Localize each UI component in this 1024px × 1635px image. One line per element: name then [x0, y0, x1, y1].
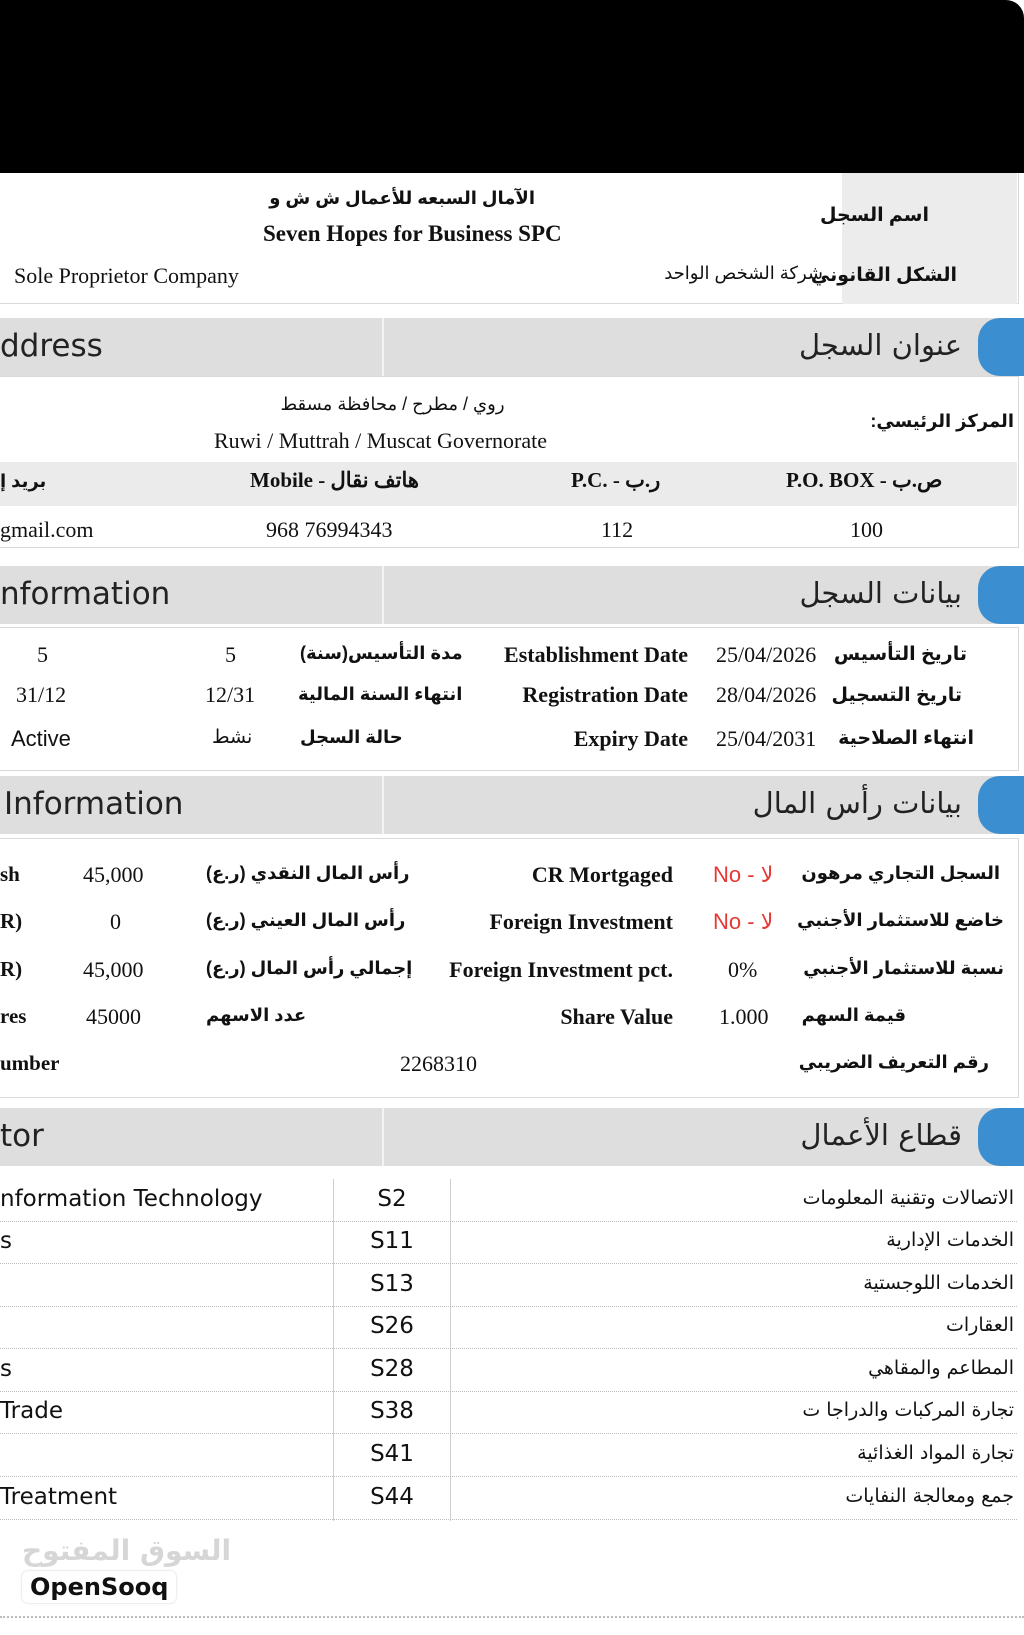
cr-mortgaged-value: No - لا — [713, 862, 774, 887]
sector-name-ar: المطاعم والمقاهي — [868, 1357, 1014, 1379]
pobox-header: P.O. BOX - ص.ب — [786, 468, 943, 492]
duration-label-ar: مدة التأسيس(سنة) — [300, 643, 463, 663]
sector-row — [0, 1306, 1017, 1349]
in-kind-capital-label-ar: رأس المال العيني (ر.ع) — [206, 910, 406, 930]
share-value-value: 1.000 — [719, 1004, 769, 1029]
sector-title-ar: قطاع الأعمال — [800, 1118, 962, 1152]
capital-title-en: Information — [4, 786, 184, 822]
pobox-value: 100 — [850, 517, 883, 542]
tax-id-left-label: umber — [0, 1051, 60, 1075]
address-title-en: ddress — [0, 328, 103, 364]
bottom-dotted-rule — [0, 1616, 1024, 1618]
foreign-investment-pct-label-ar: نسبة للاستثمار الأجنبي — [803, 958, 1004, 978]
total-capital-left-label: R) — [0, 957, 23, 981]
sector-row — [0, 1349, 1017, 1392]
redacted-header — [0, 0, 1024, 173]
sector-code: S41 — [370, 1441, 414, 1467]
capital-title-ar: بيانات رأس المال — [752, 786, 962, 820]
sector-name-ar: جمع ومعالجة النفايات — [845, 1485, 1014, 1507]
total-capital-label-ar: إجمالي رأس المال (ر.ع) — [206, 958, 413, 978]
registration-date-value: 28/04/2026 — [716, 682, 817, 707]
mobile-value: 968 76994343 — [266, 517, 393, 542]
opensooq-watermark — [22, 1534, 231, 1603]
foreign-investment-label-en: Foreign Investment — [489, 909, 673, 934]
cash-capital-left-label: sh — [0, 862, 20, 886]
pc-value: 112 — [601, 517, 634, 542]
fiscal-year-end-left-value: 31/12 — [16, 682, 67, 707]
watermark-logo: OpenSooq — [22, 1571, 176, 1603]
email-header: بريد إ — [0, 471, 47, 491]
sector-row — [0, 1179, 1017, 1222]
fiscal-year-end-value: 12/31 — [205, 682, 256, 707]
sector-section-header — [0, 1108, 1024, 1166]
in-kind-capital-value: 0 — [110, 909, 121, 934]
shares-count-left-label: res — [0, 1004, 27, 1028]
establishment-date-value: 25/04/2026 — [716, 642, 817, 667]
info-title-ar: بيانات السجل — [799, 576, 962, 610]
shares-count-value: 45000 — [86, 1004, 141, 1029]
cr-mortgaged-label-en: CR Mortgaged — [531, 862, 673, 887]
in-kind-capital-left-label: R) — [0, 909, 23, 933]
watermark-arabic: السوق المفتوح — [22, 1534, 232, 1567]
sector-row — [0, 1434, 1017, 1477]
sector-code: S38 — [370, 1398, 414, 1424]
sector-name-en: s — [0, 1356, 12, 1382]
sector-name-ar: الخدمات الإدارية — [886, 1229, 1014, 1251]
cash-capital-label-ar: رأس المال النقدي (ر.ع) — [206, 863, 410, 883]
registration-date-label-en: Registration Date — [522, 682, 688, 707]
expiry-date-label-ar: انتهاء الصلاحية — [838, 728, 974, 749]
legal-form-arabic: شركة الشخص الواحد — [664, 263, 823, 283]
cr-mortgaged-label-ar: السجل التجاري مرهون — [801, 863, 1000, 883]
legal-form-label: الشكل القانوني — [810, 265, 957, 286]
sector-section-tab — [978, 1108, 1024, 1166]
total-capital-value: 45,000 — [83, 957, 144, 982]
sector-name-en: Treatment — [0, 1484, 118, 1510]
head-office-label: المركز الرئيسي: — [870, 411, 1014, 431]
registration-date-label-ar: تاريخ التسجيل — [831, 685, 962, 706]
sector-row — [0, 1264, 1017, 1307]
foreign-investment-value: No - لا — [713, 909, 774, 934]
capital-section-header — [0, 776, 1024, 834]
address-section-header — [0, 318, 1024, 376]
expiry-date-value: 25/04/2031 — [716, 726, 817, 751]
location-english: Ruwi / Muttrah / Muscat Governorate — [214, 428, 547, 453]
name-label: اسم السجل — [819, 205, 929, 226]
sector-row — [0, 1221, 1017, 1264]
info-section-tab — [978, 566, 1024, 624]
sector-table — [0, 1179, 1017, 1521]
sector-name-ar: تجارة المواد الغذائية — [857, 1442, 1014, 1464]
sector-name-en: s — [0, 1228, 12, 1254]
address-section-tab — [978, 318, 1024, 376]
foreign-investment-pct-value: 0% — [728, 957, 758, 982]
sector-name-ar: الخدمات اللوجستية — [863, 1272, 1014, 1294]
sector-row — [0, 1391, 1017, 1434]
mobile-header: Mobile - هاتف نقال — [250, 468, 419, 492]
info-title-en: nformation — [0, 576, 171, 612]
location-arabic: روي / مطرح / محافظة مسقط — [280, 394, 505, 414]
sector-name-ar: العقارات — [946, 1314, 1014, 1336]
status-value-ar: نشط — [212, 727, 253, 748]
capital-section-tab — [978, 776, 1024, 834]
sector-row — [0, 1477, 1017, 1520]
sector-name-en: nformation Technology — [0, 1186, 263, 1212]
shares-count-label-ar: عدد الاسهم — [206, 1005, 307, 1025]
duration-value: 5 — [225, 642, 236, 667]
sector-code: S13 — [370, 1271, 414, 1297]
share-value-label-ar: قيمة السهم — [801, 1005, 906, 1025]
sector-code: S2 — [377, 1186, 407, 1212]
sector-code: S44 — [370, 1484, 414, 1510]
status-label-ar: حالة السجل — [300, 727, 403, 747]
duration-left-value: 5 — [37, 642, 48, 667]
sector-title-en: tor — [0, 1118, 44, 1154]
email-value: gmail.com — [0, 517, 94, 542]
expiry-date-label-en: Expiry Date — [573, 726, 688, 751]
tax-id-label-ar: رقم التعريف الضريبي — [798, 1052, 989, 1072]
name-english: Seven Hopes for Business SPC — [263, 221, 562, 246]
share-value-label-en: Share Value — [560, 1004, 673, 1029]
sector-name-ar: الاتصالات وتقنية المعلومات — [802, 1187, 1014, 1209]
sector-name-en: Trade — [0, 1398, 63, 1424]
establishment-date-label-ar: تاريخ التأسيس — [833, 644, 967, 665]
cash-capital-value: 45,000 — [83, 862, 144, 887]
address-title-ar: عنوان السجل — [798, 328, 962, 362]
fiscal-year-end-label-ar: انتهاء السنة المالية — [298, 684, 463, 704]
establishment-date-label-en: Establishment Date — [504, 642, 688, 667]
name-arabic: الآمال السبعه للأعمال ش ش و — [269, 188, 535, 208]
legal-form-english: Sole Proprietor Company — [14, 263, 239, 288]
info-section-header — [0, 566, 1024, 624]
sector-name-ar: تجارة المركبات والدراجا ت — [802, 1399, 1014, 1421]
sector-code: S26 — [370, 1313, 414, 1339]
pc-header: P.C. - ر.ب — [571, 468, 661, 492]
sector-code: S28 — [370, 1356, 414, 1382]
foreign-investment-label-ar: خاضع للاستثمار الأجنبي — [797, 910, 1004, 930]
sector-code: S11 — [370, 1228, 414, 1254]
tax-id-value: 2268310 — [400, 1051, 477, 1076]
foreign-investment-pct-label-en: Foreign Investment pct. — [449, 957, 673, 982]
status-value-en: Active — [11, 726, 71, 751]
